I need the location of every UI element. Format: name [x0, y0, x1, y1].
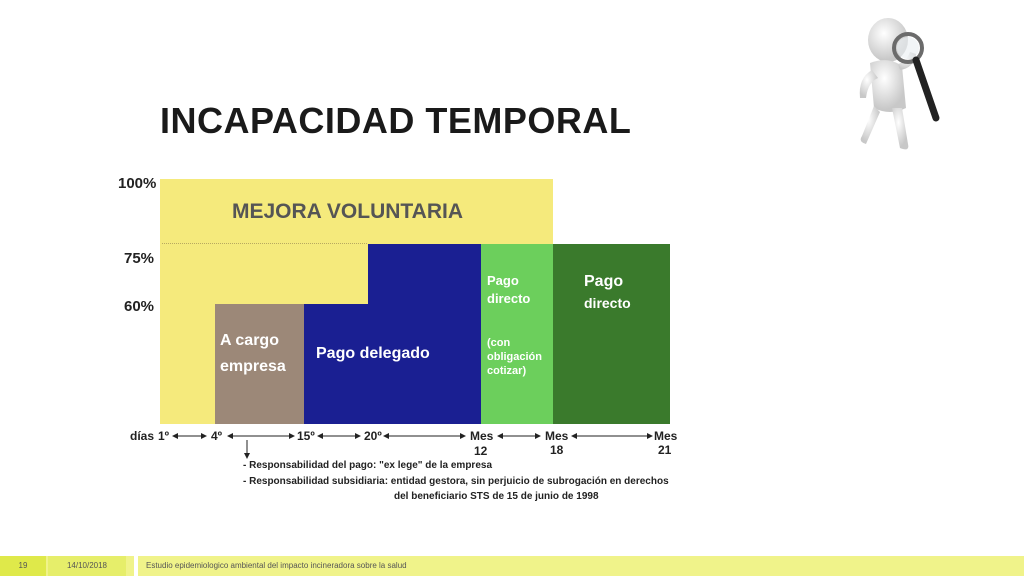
axis-mes-12-b: 12: [474, 444, 488, 458]
footer-separator: [134, 556, 138, 576]
axis-mes-12-a: Mes: [470, 429, 494, 443]
axis-mes-21-b: 21: [658, 443, 672, 457]
a-cargo-line1: A cargo: [220, 332, 279, 349]
axis-mes-18-a: Mes: [545, 429, 569, 443]
label-60-percent: 60%: [124, 298, 155, 315]
pago-directo-con-line3: (con: [487, 337, 511, 349]
axis-mes-18-b: 18: [550, 443, 564, 457]
note-responsabilidad-pago: - Responsabilidad del pago: "ex lege" de la empresa: [243, 460, 492, 471]
axis-day-15: 15º: [297, 429, 315, 443]
pago-directo-line2: directo: [584, 295, 631, 311]
note-responsabilidad-subsidiaria: - Responsabilidad subsidiaria: entidad gestora, sin perjuicio de subrogación en derechos: [243, 476, 669, 487]
axis-mes-21-a: Mes: [654, 429, 678, 443]
mejora-voluntaria-label: MEJORA VOLUNTARIA: [232, 200, 463, 223]
pago-delegado-label: Pago delegado: [316, 345, 430, 362]
pago-directo-line1: Pago: [584, 273, 624, 290]
axis-day-20: 20º: [364, 429, 382, 443]
footer-date: 14/10/2018: [48, 556, 126, 576]
label-100-percent: 100%: [118, 175, 157, 192]
pago-directo-con-line2: directo: [487, 291, 531, 306]
pago-directo-con-line1: Pago: [487, 273, 519, 288]
pago-directo-con-line4: obligación: [487, 351, 542, 363]
axis-day-4: 4º: [211, 429, 223, 443]
label-75-percent: 75%: [124, 250, 155, 267]
axis-dias: días: [130, 429, 155, 443]
footer-page-number: 19: [0, 556, 46, 576]
a-cargo-line2: empresa: [220, 358, 286, 375]
pago-directo-con-line5: cotizar): [487, 365, 527, 377]
axis-day-1: 1º: [158, 429, 170, 443]
note-beneficiario: del beneficiario STS de 15 de junio de 1998: [394, 491, 599, 502]
slide-title: INCAPACIDAD TEMPORAL: [160, 100, 632, 141]
footer-text: Estudio epidemiologico ambiental del impacto incineradora sobre la salud: [146, 561, 407, 570]
